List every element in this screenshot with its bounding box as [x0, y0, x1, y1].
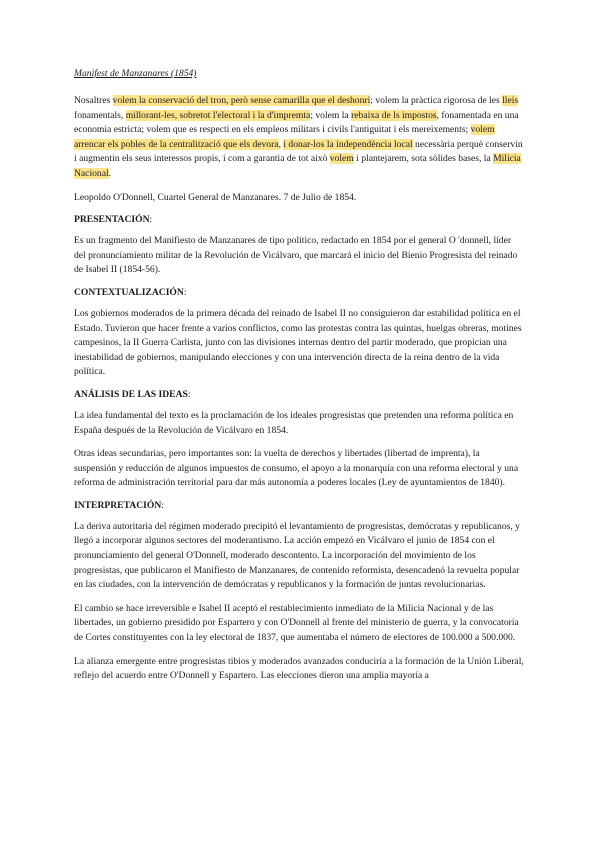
quote-text: necessària perquè conservin i augmentin els seus interessos propis, i com a garantia de tot això: [74, 138, 523, 165]
analisis-paragraph-2: Otras ideas secundarias, pero importantes son: la vuelta de derechos y libertades (libertad de imprenta), la suspensión y reducción de algunos impuestos de consumo, el apoyo a la monarquía con una reforma electoral y una reforma de administración territorial para dar más autonomía a poderes locales (Ley de ayuntamientos de 1840).: [74, 448, 519, 489]
quote-text: fonamentals,: [74, 109, 126, 121]
document-title: Manifest de Manzanares (1854): [74, 68, 197, 79]
manifesto-quote: [74, 94, 524, 182]
quote-highlight: volem la conservació del tron, però sense camarilla que el deshonri: [112, 95, 371, 106]
interpretacion-paragraph-2: El cambio se hace irreversible e Isabel II aceptó el restablecimiento inmediato de la Milicia Nacional y de las libertades, un gobierno presidido por Espartero y con O'Donnell al frente del ministerio de guerra, y la convocatoria de Cortes constituyentes con la ley electoral de 1837, que aumentaba el número de electores de 100.000 a 500.000.: [74, 602, 519, 644]
heading-colon: :: [149, 214, 153, 226]
heading-text: INTERPRETACIÓN: [74, 499, 162, 511]
heading-text: PRESENTACIÓN: [74, 214, 150, 226]
quote-text: , fonamentada en una economia estricta; volem que es respecti en els empleos militars i civils l'antiguitat i els mereixements;: [74, 109, 519, 136]
presentacion-paragraph: Es un fragmento del Manifiesto de Manzanares de tipo político, redactado en 1854 por el general O 'donnell, líder del pronunciamiento militar de la Revolución de Vicálvaro, que marcará el inicio del Bienio Progresista del reinado de Isabel II (1854-56).: [74, 235, 518, 276]
heading-colon: :: [161, 499, 164, 511]
section-heading-analisis: [74, 389, 524, 401]
quote-highlight: lleis: [502, 95, 519, 106]
quote-highlight: Milícia Nacional: [74, 153, 521, 179]
contextualizacion-paragraph: Los gobiernos moderados de la primera década del reinado de Isabel II no consiguieron dar estabilidad política en el Estado. Tuvieron que hacer frente a varios conflictos, como las protestas contra las quintas, huelgas obreras, motines campesinos, la II Guerra Carlista, junto con las divisiones internas dentro del partir moderado, que propician una inestabilidad de gobiernos, manipulando elecciones y con una intervención directa de la reina dentro de la vida política.: [74, 307, 522, 378]
quote-text: ; volem la pràctica rigorosa de les: [370, 95, 503, 106]
quote-highlight: rebaixa de ls impostos: [351, 109, 437, 121]
interpretacion-paragraph-1: La deriva autoritaria del régimen moderado precipitó el levantamiento de progresistas, demócratas y republicanos, y llegó a incorporar algunos sectores del moderantismo. La acción empezó en Vicálvaro el junio de 1854 con el pronunciamiento del general O'Donnell, moderado descontento. La incorporación del movimiento de los progresistas, que publicaron el Manifiesto de Manzanares, de contenido reformista, desencadenó la revuelta popular en las ciudades, con la intervención de demócratas y republicanos y la formación de juntas revolucionarias.: [74, 520, 520, 591]
section-heading-contextualizacion: [74, 287, 524, 299]
section-heading-interpretacion: [74, 500, 524, 512]
quote-text: .: [108, 167, 112, 179]
signature-line: Leopoldo O'Donnell, Cuartel General de Manzanares. 7 de Julio de 1854.: [74, 191, 357, 203]
quote-highlight: millorant-les, sobretot l'electoral i la d'impremta: [125, 109, 311, 121]
heading-colon: :: [183, 286, 187, 298]
quote-text: Nosaltres: [74, 95, 113, 106]
interpretacion-paragraph-3: La alianza emergente entre progresistas tibios y moderados avanzados conduciría a la formación de la Unión Liberal, reflejo del acuerdo entre O'Donnell y Espartero. Las elecciones dieron una amplia mayoría a: [74, 655, 524, 682]
quote-highlight: i donar-los la independència local: [283, 138, 413, 150]
analisis-paragraph-1: La idea fundamental del texto es la proclamación de los ideales progresistas que pretenden una reforma política en España después de la Revolución de Vicálvaro en 1854.: [74, 409, 514, 436]
quote-text: i plantejarem, sota sòlides bases, la: [353, 153, 494, 165]
quote-highlight: volem: [329, 153, 354, 165]
heading-text: CONTEXTUALIZACIÓN: [74, 286, 184, 298]
section-heading-presentacion: [74, 214, 524, 226]
quote-text: ,: [278, 138, 284, 150]
heading-text: ANÁLISIS DE LAS IDEAS: [74, 388, 188, 400]
heading-colon: :: [187, 388, 191, 400]
quote-highlight: volem arrencar els pobles de la centralització que els devora: [74, 124, 495, 150]
quote-text: ; volem la: [310, 109, 352, 121]
